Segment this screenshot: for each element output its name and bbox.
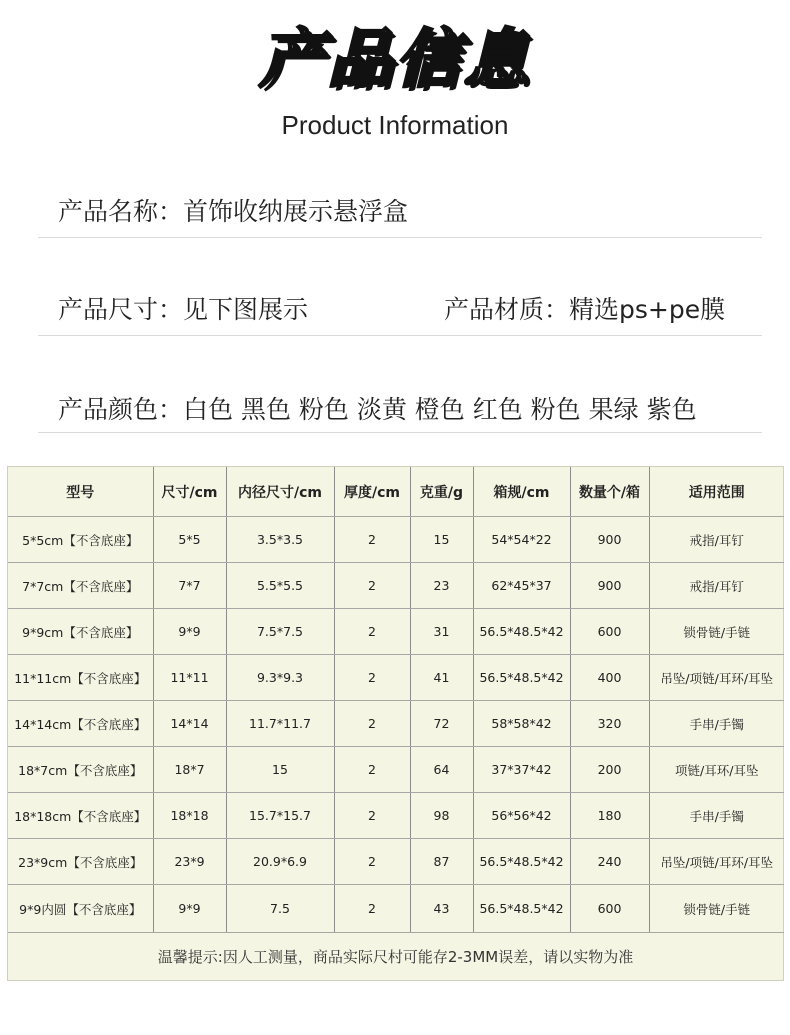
table-cell: 58*58*42: [473, 701, 570, 747]
table-cell: 43: [410, 885, 473, 933]
title-english: Product Information: [281, 110, 509, 140]
spec-table-panel: [7, 466, 784, 981]
title-chinese: 产品信息: [259, 23, 531, 97]
table-cell: 15.7*15.7: [226, 793, 334, 839]
table-cell: 54*54*22: [473, 517, 570, 563]
table-cell: 18*18cm【不含底座】: [8, 793, 153, 839]
table-cell: 20.9*6.9: [226, 839, 334, 885]
table-cell: 900: [570, 517, 649, 563]
table-cell: 7.5: [226, 885, 334, 933]
table-cell: 手串/手镯: [649, 793, 784, 839]
column-header: 内径尺寸/cm: [226, 467, 334, 517]
table-cell: 15: [226, 747, 334, 793]
table-cell: 18*7: [153, 747, 226, 793]
table-cell: 9*9: [153, 609, 226, 655]
table-cell: 11*11cm【不含底座】: [8, 655, 153, 701]
page-title: [0, 22, 790, 98]
table-cell: 56.5*48.5*42: [473, 655, 570, 701]
measurement-note: 温馨提示:因人工测量，商品实际尺村可能存2-3MM误差，请以实物为准: [157, 948, 634, 966]
table-cell: 11*11: [153, 655, 226, 701]
table-cell: 600: [570, 609, 649, 655]
table-row: [8, 839, 784, 885]
table-cell: 23*9cm【不含底座】: [8, 839, 153, 885]
table-cell: 锁骨链/手链: [649, 885, 784, 933]
table-cell: 18*7cm【不含底座】: [8, 747, 153, 793]
table-cell: 2: [334, 885, 410, 933]
table-cell: 87: [410, 839, 473, 885]
table-cell: 41: [410, 655, 473, 701]
table-cell: 14*14: [153, 701, 226, 747]
table-row: [8, 747, 784, 793]
table-row: [8, 885, 784, 933]
table-cell: 11.7*11.7: [226, 701, 334, 747]
column-header: 厚度/cm: [334, 467, 410, 517]
table-cell: 72: [410, 701, 473, 747]
table-row: [8, 517, 784, 563]
divider: [38, 335, 762, 336]
table-row: [8, 701, 784, 747]
column-header: 数量个/箱: [570, 467, 649, 517]
table-cell: 62*45*37: [473, 563, 570, 609]
table-cell: 7*7cm【不含底座】: [8, 563, 153, 609]
table-cell: 5*5: [153, 517, 226, 563]
table-cell: 23: [410, 563, 473, 609]
table-cell: 9*9内圆【不含底座】: [8, 885, 153, 933]
table-cell: 240: [570, 839, 649, 885]
table-cell: 2: [334, 747, 410, 793]
product-material: 产品材质：精选ps+pe膜: [444, 295, 726, 324]
table-cell: 5*5cm【不含底座】: [8, 517, 153, 563]
table-cell: 56*56*42: [473, 793, 570, 839]
product-size: 产品尺寸：见下图展示: [58, 295, 309, 324]
table-cell: 手串/手镯: [649, 701, 784, 747]
table-row: [8, 655, 784, 701]
table-cell: 2: [334, 563, 410, 609]
table-cell: 3.5*3.5: [226, 517, 334, 563]
table-cell: 56.5*48.5*42: [473, 839, 570, 885]
product-colors: 产品颜色：白色 黑色 粉色 淡黄 橙色 红色 粉色 果绿 紫色: [58, 395, 697, 424]
table-cell: 320: [570, 701, 649, 747]
divider: [38, 432, 762, 433]
table-cell: 56.5*48.5*42: [473, 885, 570, 933]
table-cell: 7.5*7.5: [226, 609, 334, 655]
product-name: 产品名称：首饰收纳展示悬浮盒: [58, 197, 409, 226]
table-cell: 9*9: [153, 885, 226, 933]
table-cell: 98: [410, 793, 473, 839]
table-cell: 7*7: [153, 563, 226, 609]
table-cell: 2: [334, 839, 410, 885]
table-cell: 2: [334, 655, 410, 701]
table-cell: 吊坠/项链/耳环/耳坠: [649, 655, 784, 701]
table-cell: 31: [410, 609, 473, 655]
table-cell: 18*18: [153, 793, 226, 839]
table-cell: 37*37*42: [473, 747, 570, 793]
spec-table: [8, 467, 784, 933]
column-header: 型号: [8, 467, 153, 517]
table-cell: 锁骨链/手链: [649, 609, 784, 655]
table-cell: 180: [570, 793, 649, 839]
table-cell: 400: [570, 655, 649, 701]
table-cell: 900: [570, 563, 649, 609]
table-row: [8, 609, 784, 655]
table-cell: 64: [410, 747, 473, 793]
table-cell: 2: [334, 701, 410, 747]
column-header: 箱规/cm: [473, 467, 570, 517]
table-cell: 5.5*5.5: [226, 563, 334, 609]
table-row: [8, 793, 784, 839]
table-cell: 23*9: [153, 839, 226, 885]
table-cell: 2: [334, 793, 410, 839]
table-header-row: [8, 467, 784, 517]
table-cell: 600: [570, 885, 649, 933]
table-cell: 9.3*9.3: [226, 655, 334, 701]
table-cell: 56.5*48.5*42: [473, 609, 570, 655]
column-header: 克重/g: [410, 467, 473, 517]
table-row: [8, 563, 784, 609]
table-cell: 15: [410, 517, 473, 563]
column-header: 尺寸/cm: [153, 467, 226, 517]
table-cell: 2: [334, 609, 410, 655]
table-cell: 项链/耳环/耳坠: [649, 747, 784, 793]
table-cell: 14*14cm【不含底座】: [8, 701, 153, 747]
table-cell: 吊坠/项链/耳环/耳坠: [649, 839, 784, 885]
table-cell: 2: [334, 517, 410, 563]
table-cell: 戒指/耳钉: [649, 517, 784, 563]
table-cell: 戒指/耳钉: [649, 563, 784, 609]
table-cell: 200: [570, 747, 649, 793]
column-header: 适用范围: [649, 467, 784, 517]
divider: [38, 237, 762, 238]
table-cell: 9*9cm【不含底座】: [8, 609, 153, 655]
